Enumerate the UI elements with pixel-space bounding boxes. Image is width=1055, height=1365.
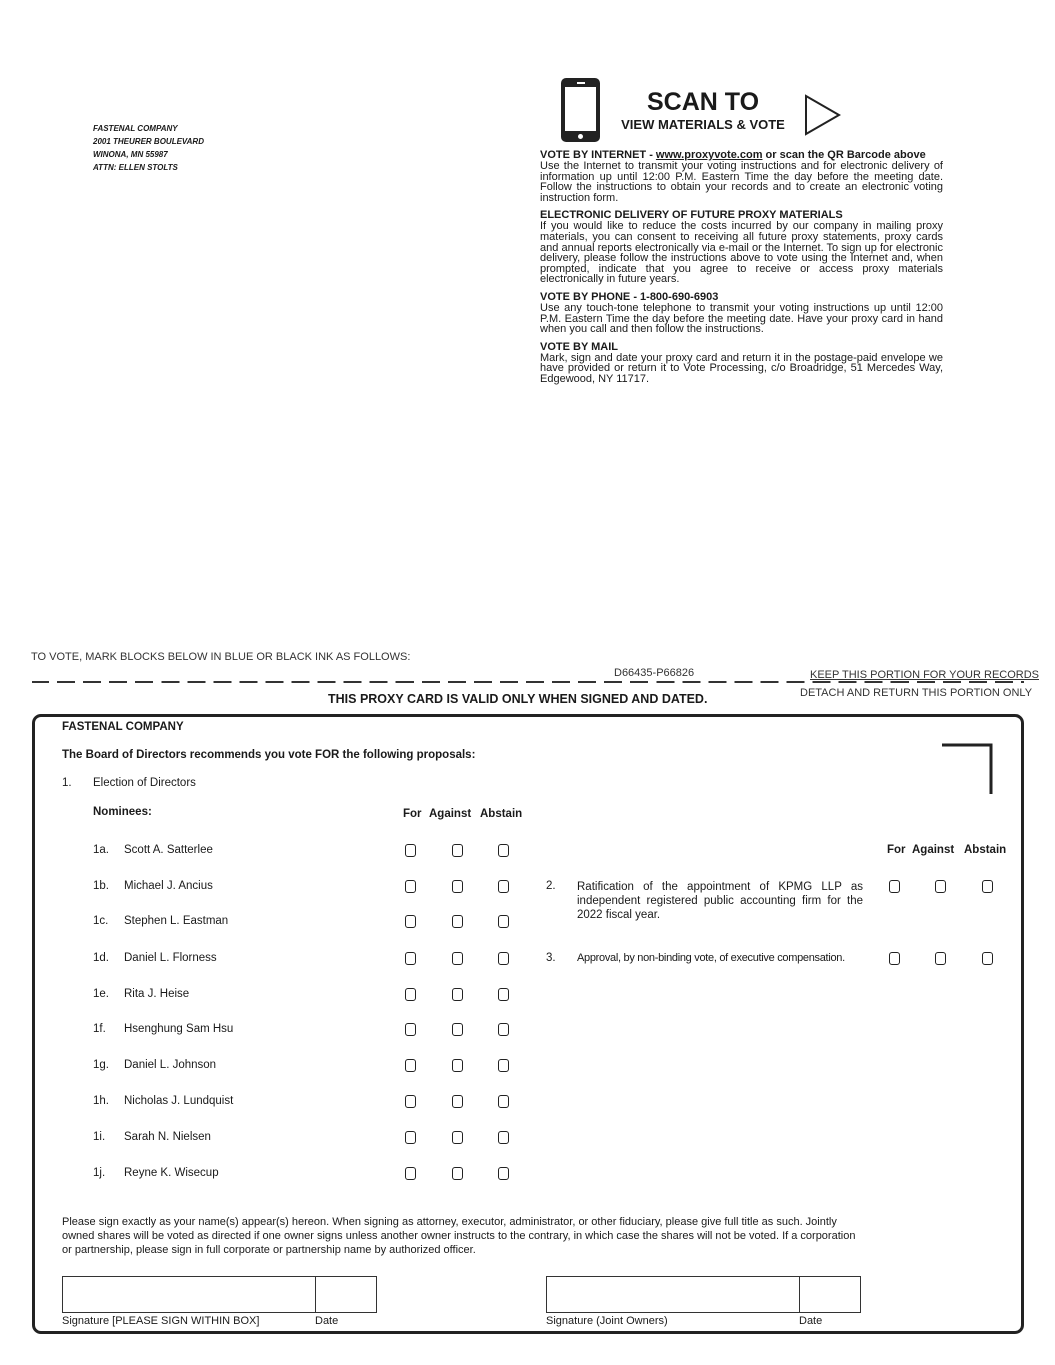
nominee-name: Scott A. Satterlee [124, 844, 213, 856]
proposal-for-checkbox[interactable] [889, 952, 900, 965]
joint-date-label: Date [799, 1315, 823, 1327]
vote-abstain-checkbox[interactable] [498, 1167, 509, 1180]
nominee-name: Reyne K. Wisecup [124, 1167, 219, 1179]
vote-against-checkbox[interactable] [452, 915, 463, 928]
phone-heading: VOTE BY PHONE - 1-800-690-6903 [540, 290, 719, 303]
proposal-number: 3. [546, 952, 556, 964]
nominee-number: 1a. [93, 844, 109, 856]
nominee-name: Nicholas J. Lundquist [124, 1095, 234, 1107]
company-name: FASTENAL COMPANY [62, 721, 184, 733]
proposal-column-abstain: Abstain [964, 844, 1007, 856]
column-abstain: Abstain [480, 808, 523, 820]
vote-against-checkbox[interactable] [452, 1059, 463, 1072]
nominee-name: Sarah N. Nielsen [124, 1131, 211, 1143]
proposal-column-for: For [887, 844, 906, 856]
nominee-name: Michael J. Ancius [124, 880, 213, 892]
address-line: FASTENAL COMPANY [93, 124, 178, 133]
vote-abstain-checkbox[interactable] [498, 988, 509, 1001]
vote-for-checkbox[interactable] [405, 844, 416, 857]
vote-abstain-checkbox[interactable] [498, 844, 509, 857]
mark-instructions: TO VOTE, MARK BLOCKS BELOW IN BLUE OR BLACK INK AS FOLLOWS: [31, 651, 411, 663]
proxyvote-link[interactable]: www.proxyvote.com [655, 149, 763, 161]
mailing-address [93, 122, 204, 174]
vote-for-checkbox[interactable] [405, 988, 416, 1001]
valid-notice: THIS PROXY CARD IS VALID ONLY WHEN SIGNED AND DATED. [328, 692, 708, 706]
play-arrow-icon [804, 94, 842, 136]
nominee-number: 1f. [93, 1023, 106, 1035]
proposal-text: Ratification of the appointment of KPMG LLP as independent registered public accounting firm for the 2022 fiscal year. [577, 881, 863, 921]
mail-text: Mark, sign and date your proxy card and return it in the postage-paid envelope we have provided or return it to Vote Processing, c/o Broadridge, 51 Mercedes Way, Edgewood, NY 11717. [540, 351, 943, 385]
mobile-phone-icon [561, 78, 600, 142]
item1-label: Election of Directors [93, 777, 196, 789]
vote-for-checkbox[interactable] [405, 1023, 416, 1036]
voting-instructions [540, 150, 943, 385]
internet-heading-suffix: or scan the QR Barcode above [762, 149, 926, 161]
column-against: Against [429, 808, 472, 820]
detach-line [32, 681, 1024, 683]
address-line: ATTN: ELLEN STOLTS [93, 163, 178, 172]
vote-abstain-checkbox[interactable] [498, 1095, 509, 1108]
address-line: 2001 THEURER BOULEVARD [93, 137, 204, 146]
vote-abstain-checkbox[interactable] [498, 880, 509, 893]
scan-subtitle: VIEW MATERIALS & VOTE [621, 117, 785, 132]
vote-abstain-checkbox[interactable] [498, 1131, 509, 1144]
vote-abstain-checkbox[interactable] [498, 952, 509, 965]
internet-text: Use the Internet to transmit your voting instructions and for electronic delivery of information up until 12:00 P.M. Eastern Time the day before the meeting date. Follow the instructions to obtain your records and to create an electronic voting instruction form. [540, 160, 943, 204]
proposal-abstain-checkbox[interactable] [982, 880, 993, 893]
nominee-name: Rita J. Heise [124, 988, 190, 1000]
keep-portion-label: KEEP THIS PORTION FOR YOUR RECORDS [810, 669, 1040, 681]
vote-abstain-checkbox[interactable] [498, 915, 509, 928]
nominee-number: 1c. [93, 915, 109, 927]
vote-for-checkbox[interactable] [405, 880, 416, 893]
item1-number: 1. [62, 777, 72, 789]
edelivery-heading: ELECTRONIC DELIVERY OF FUTURE PROXY MATERIALS [540, 209, 843, 222]
vote-against-checkbox[interactable] [452, 952, 463, 965]
joint-signature-box[interactable] [546, 1276, 800, 1313]
nominee-number: 1d. [93, 952, 109, 964]
signing-instructions: Please sign exactly as your name(s) appear(s) hereon. When signing as attorney, executor, administrator, or other fiduciary, please give full title as such. Jointly owned shares will be voted as directed if one owner signs unless another owner instructs to the contrary, in which case the shares will not be voted. If a corporation or partnership, please sign in full corporate or partnership name by authorized officer. [62, 1216, 856, 1256]
nominee-name: Hsenghung Sam Hsu [124, 1023, 234, 1035]
phone-text: Use any touch-tone telephone to transmit your voting instructions up until 12:00 P.M. Eastern Time the day before the meeting date. Have your proxy card in hand when you call and then follow the instructions. [540, 301, 943, 336]
proposal-number: 2. [546, 880, 556, 892]
vote-for-checkbox[interactable] [405, 1167, 416, 1180]
control-code: D66435-P66826 [614, 667, 695, 679]
detach-portion-label: DETACH AND RETURN THIS PORTION ONLY [800, 687, 1033, 699]
vote-for-checkbox[interactable] [405, 1095, 416, 1108]
vote-against-checkbox[interactable] [452, 1095, 463, 1108]
nominee-number: 1b. [93, 880, 109, 892]
vote-against-checkbox[interactable] [452, 988, 463, 1001]
nominee-number: 1g. [93, 1059, 109, 1071]
proposal-column-against: Against [912, 844, 955, 856]
joint-date-box[interactable] [799, 1276, 861, 1313]
vote-for-checkbox[interactable] [405, 952, 416, 965]
date-box[interactable] [315, 1276, 377, 1313]
vote-against-checkbox[interactable] [452, 844, 463, 857]
corner-registration-mark [940, 742, 994, 796]
internet-heading: VOTE BY INTERNET - [540, 149, 656, 161]
nominee-number: 1h. [93, 1095, 109, 1107]
nominee-name: Daniel L. Florness [124, 952, 217, 964]
proposal-against-checkbox[interactable] [935, 952, 946, 965]
vote-against-checkbox[interactable] [452, 1131, 463, 1144]
nominee-name: Daniel L. Johnson [124, 1059, 217, 1071]
vote-abstain-checkbox[interactable] [498, 1023, 509, 1036]
vote-for-checkbox[interactable] [405, 915, 416, 928]
address-line: WINONA, MN 55987 [93, 150, 168, 159]
date-label: Date [315, 1315, 339, 1327]
signature-box[interactable] [62, 1276, 316, 1313]
vote-against-checkbox[interactable] [452, 1023, 463, 1036]
proposal-text: Approval, by non-binding vote, of executive compensation. [577, 952, 845, 964]
mail-heading: VOTE BY MAIL [540, 340, 619, 353]
edelivery-text: If you would like to reduce the costs incurred by our company in mailing proxy materials, you can consent to receiving all future proxy statements, proxy cards and annual reports electronically via e-mail or the Internet. To sign up for electronic delivery, please follow the instructions above to vote using the Internet and, when prompted, indicate that you agree to receive or access proxy materials electronically in future years. [540, 220, 943, 286]
proposal-against-checkbox[interactable] [935, 880, 946, 893]
column-for: For [403, 808, 422, 820]
vote-against-checkbox[interactable] [452, 880, 463, 893]
nominee-name: Stephen L. Eastman [124, 915, 229, 927]
proposal-abstain-checkbox[interactable] [982, 952, 993, 965]
proposal-for-checkbox[interactable] [889, 880, 900, 893]
vote-against-checkbox[interactable] [452, 1167, 463, 1180]
nominees-label: Nominees: [93, 806, 152, 818]
joint-signature-label: Signature (Joint Owners) [546, 1315, 668, 1327]
vote-abstain-checkbox[interactable] [498, 1059, 509, 1072]
nominee-number: 1j. [93, 1167, 106, 1179]
vote-for-checkbox[interactable] [405, 1059, 416, 1072]
signature-label: Signature [PLEASE SIGN WITHIN BOX] [62, 1315, 260, 1327]
scan-title: SCAN TO [646, 88, 760, 116]
vote-for-checkbox[interactable] [405, 1131, 416, 1144]
board-recommendation: The Board of Directors recommends you vote FOR the following proposals: [62, 749, 476, 761]
nominee-number: 1i. [93, 1131, 106, 1143]
nominee-number: 1e. [93, 988, 109, 1000]
